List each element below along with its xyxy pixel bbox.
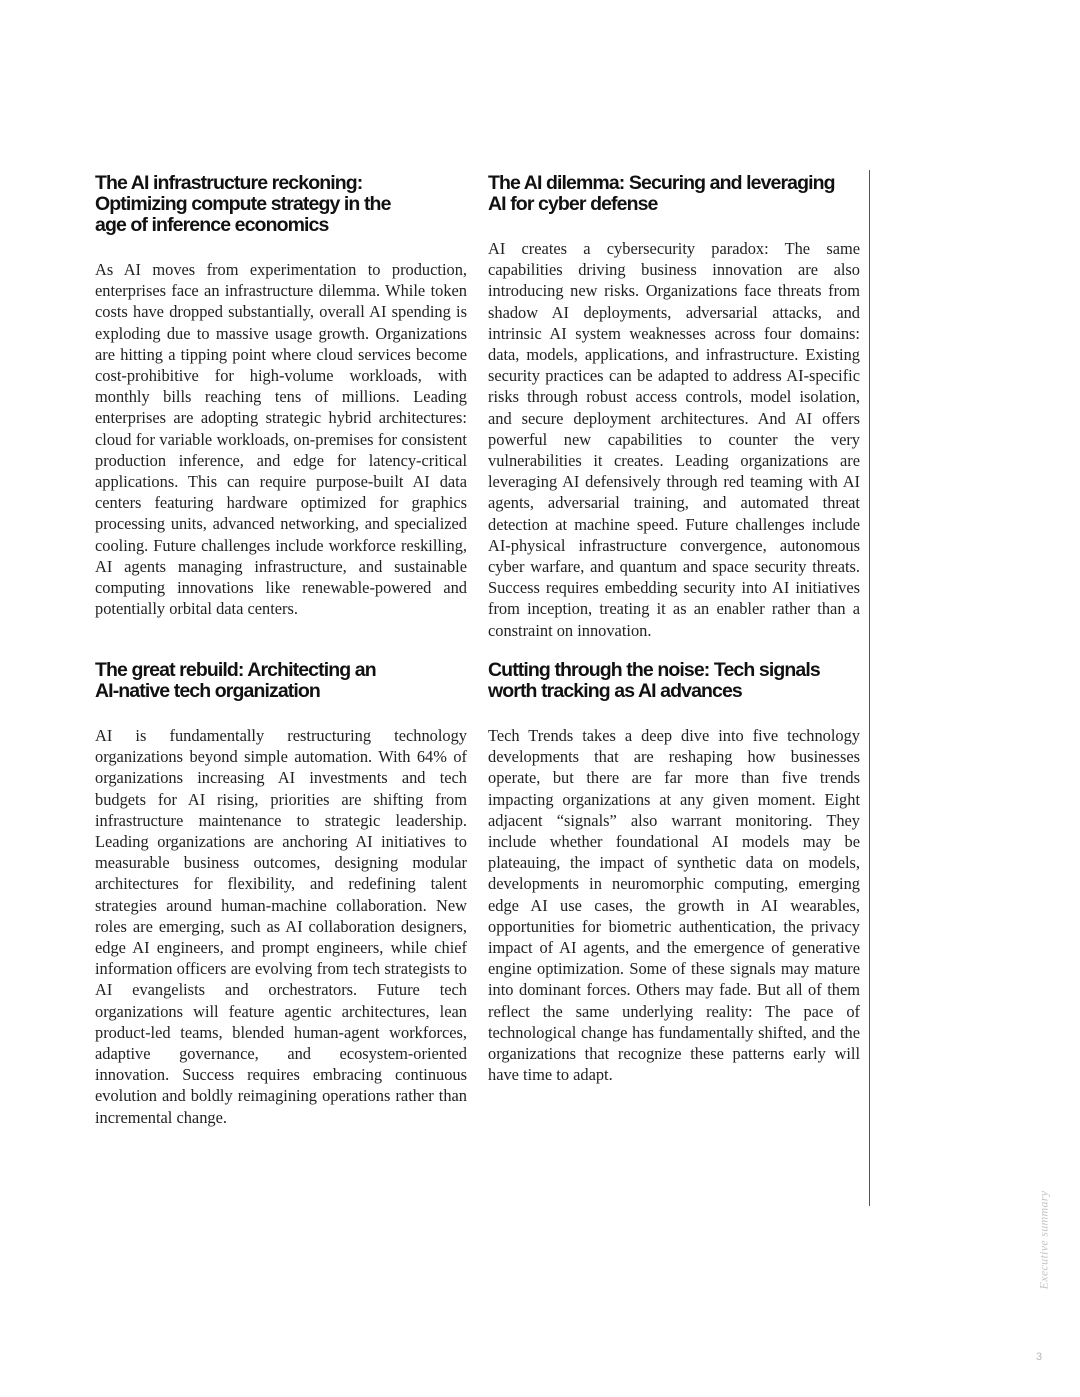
side-section-label: Executive summary — [1036, 1190, 1051, 1290]
vertical-divider — [869, 170, 870, 1206]
heading-line: The great rebuild: Architecting an — [95, 659, 376, 681]
heading-line: The AI dilemma: Securing and leveraging — [488, 172, 835, 194]
heading-line: AI-native tech organization — [95, 680, 320, 702]
page-number: 3 — [1036, 1351, 1043, 1363]
section-heading — [488, 173, 860, 215]
section-body: AI is fundamentally restructuring technology organizations beyond simple automation. With 64% of organizations increasing AI investments and tech budgets for AI rising, priorities are shifting from infrastructure maintenance to strategic leadership. Leading organizations are anchoring AI initiatives to measurable business outcomes, designing modular architectures for flexibility, and redefining talent strategies around human-machine collaboration. New roles are emerging, such as AI collaboration designers, edge AI engineers, and prompt engineers, while chief information officers are evolving from tech strategists to AI evangelists and orchestrators. Future tech organizations will feature agentic architectures, lean product-led teams, blended human-agent workforces, adaptive governance, and ecosystem-oriented innovation. Success requires embracing continuous evolution and boldly reimagining operations rather than incremental change. — [95, 726, 467, 1127]
section-heading — [95, 173, 467, 236]
heading-line: worth tracking as AI advances — [488, 680, 742, 702]
heading-line: Cutting through the noise: Tech signals — [488, 659, 820, 681]
section-body: AI creates a cybersecurity paradox: The same capabilities driving business innovation are also introducing new risks. Organizations face threats from shadow AI deployments, adversarial attacks, and intrinsic AI system weaknesses across four domains: data, models, applications, and infrastructure. Existing security practices can be adapted to address AI-specific risks through robust access controls, model isolation, and secure deployment architectures. And AI offers powerful new capabilities to counter the very vulnerabilities it creates. Leading organizations are leveraging AI defensively through red teaming with AI agents, adversarial training, and automated threat detection at machine speed. Future challenges include AI-physical infrastructure convergence, autonomous cyber warfare, and quantum and space security threats. Success requires embedding security into AI initiatives from inception, treating it as an enabler rather than a constraint on innovation. — [488, 239, 860, 640]
section-ai-infrastructure — [95, 173, 467, 619]
section-great-rebuild — [95, 660, 467, 1128]
section-heading — [488, 660, 860, 702]
heading-line: AI for cyber defense — [488, 193, 658, 215]
section-body: Tech Trends takes a deep dive into five technology developments that are reshaping how businesses operate, but there are far more than five trends impacting organizations at any given moment. Eight adjacent “signals” also warrant monitoring. They include whether foundational AI models may be plateauing, the impact of synthetic data on models, developments in neuromorphic computing, emerging edge AI use cases, the growth in AI wearables, opportunities for biometric authentication, the privacy impact of AI agents, and the emergence of generative engine optimization. Some of these signals may mature into dominant forces. Others may fade. But all of them reflect the same underlying reality: The pace of technological change has fundamentally shifted, and the organizations that recognize these patterns early will have time to adapt. — [488, 726, 860, 1085]
section-heading — [95, 660, 467, 702]
section-body: As AI moves from experimentation to production, enterprises face an infrastructure dilemma. While token costs have dropped substantially, overall AI spending is exploding due to massive usage growth. Organizations are hitting a tipping point where cloud services become cost-prohibitive for high-volume workloads, with monthly bills reaching tens of millions. Leading enterprises are adopting strategic hybrid architectures: cloud for variable workloads, on-premises for consistent production inference, and edge for latency-critical applications. This can require purpose-built AI data centers featuring hardware optimized for graphics processing units, advanced networking, and specialized cooling. Future challenges include workforce reskilling, AI agents managing infrastructure, and sustainable computing innovations like renewable-powered and potentially orbital data centers. — [95, 260, 467, 619]
heading-line: age of inference economics — [95, 214, 329, 236]
heading-line: The AI infrastructure reckoning: — [95, 172, 363, 194]
section-ai-cyber-defense — [488, 173, 860, 641]
section-tech-signals — [488, 660, 860, 1085]
heading-line: Optimizing compute strategy in the — [95, 193, 391, 215]
